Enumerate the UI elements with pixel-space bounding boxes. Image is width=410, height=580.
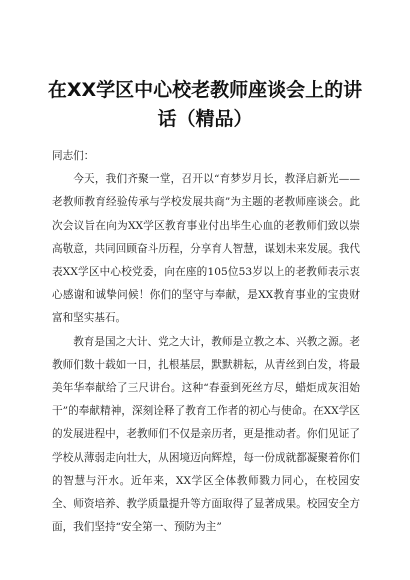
document-title: 在XX学区中心校老教师座谈会上的讲话（精品） bbox=[47, 79, 363, 130]
paragraph-2: 教育是国之大计、党之大计，教师是立教之本、兴教之源。老教师们数十载如一日，扎根基层，默默耕耘，从青丝到白发，将最美年华奉献给了三尺讲台。这种“春蚕到死丝方尽，蜡炬成灰泪始干”的奉献精神，深刻诠释了教育工作者的初心与使命。在XX学区的发展进程中，老教师们不仅是亲历者，更是推动者。你们见证了学校从薄弱走向壮大，从困境迈向辉煌，每一份成就都凝聚着你们的智慧与汗水。近年来，XX学区全体教师戮力同心，在校园安全、师资培养、教学质量提升等方面取得了显著成果。校园安全方面，我们坚持“安全第一、预防为主” bbox=[52, 335, 360, 534]
paragraph-1: 今天，我们齐聚一堂，召开以“育梦岁月长，教泽启新光——老教师教育经验传承与学校发展共商”为主题的老教师座谈会。此次会议旨在向为XX学区教育事业付出毕生心血的老教师们致以崇高敬意，共同回顾奋斗历程，分享育人智慧，谋划未来发展。我代表XX学区中心校党委，向在座的105位53岁以上的老教师表示衷心感谢和诚挚问候！你们的坚守与奉献，是XX教育事业的宝贵财富和坚实基石。 bbox=[52, 173, 360, 325]
document-body bbox=[52, 145, 360, 539]
salutation: 同志们： bbox=[52, 150, 95, 162]
